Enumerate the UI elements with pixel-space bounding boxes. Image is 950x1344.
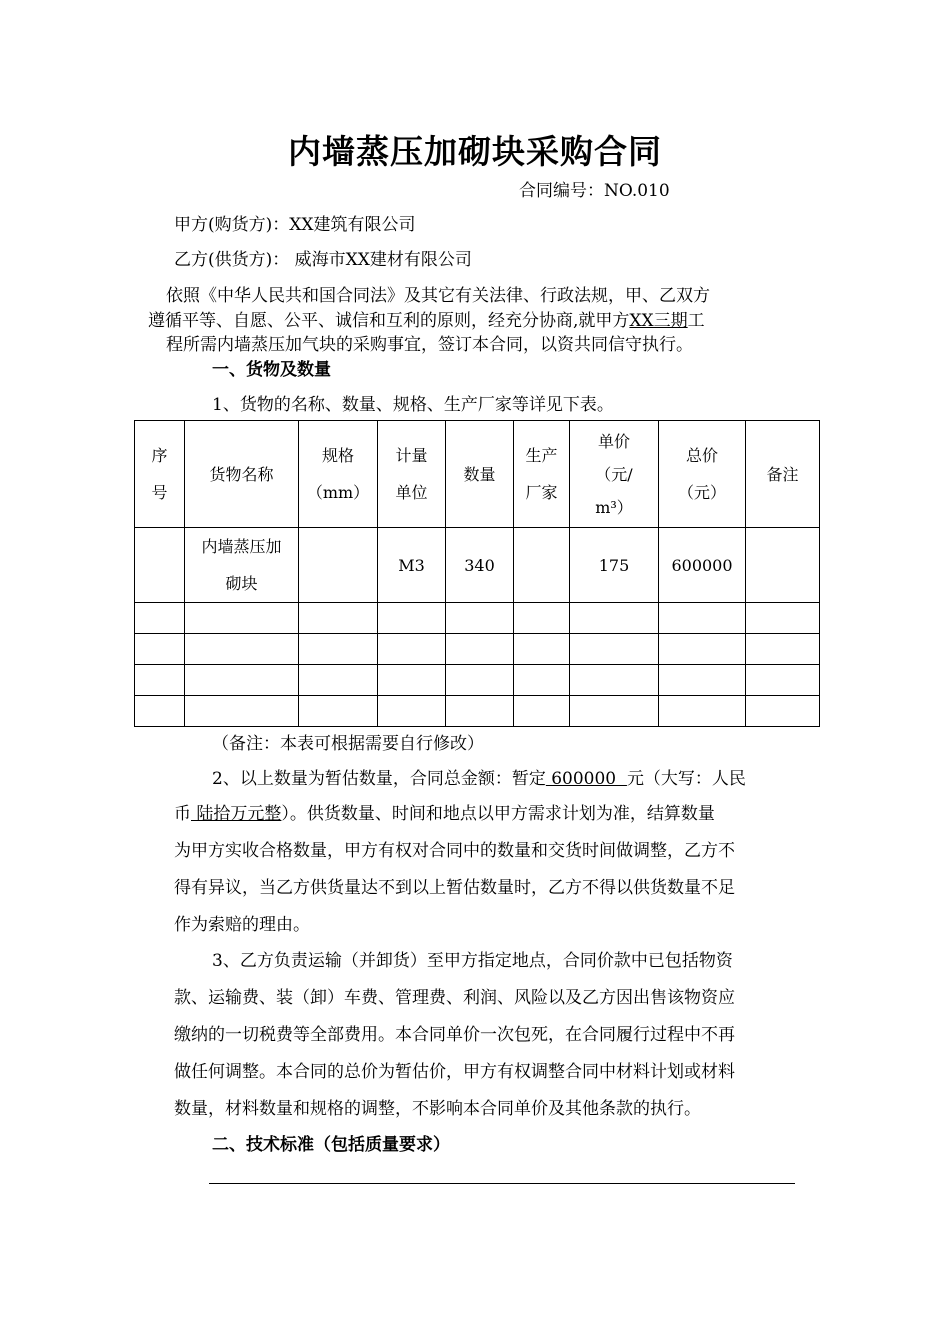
cell-qty: 340 [446, 528, 514, 603]
intro-line-2-text: 遵循平等、自愿、公平、诚信和互利的原则，经充分协商,就甲方 [148, 311, 630, 331]
item-2-text: 币 [174, 804, 191, 824]
intro-line-2 [148, 306, 705, 331]
table-row [135, 528, 820, 603]
cell-unit: M3 [378, 528, 446, 603]
section-2-heading: 二、技术标准（包括质量要求） [212, 1135, 450, 1155]
table-row-empty [135, 634, 820, 665]
table-row-empty [135, 696, 820, 727]
total-amount: 600000 [545, 769, 627, 789]
item-2-text-end: ）。供货数量、时间和地点以甲方需求计划为准，结算数量 [281, 804, 715, 824]
table-row-empty [135, 665, 820, 696]
table-note: （备注：本表可根据需要自行修改） [212, 734, 484, 754]
header-unit: 计量 单位 [378, 421, 446, 528]
item-2-text: 2、以上数量为暂估数量，合同总金额：暂定 [212, 769, 546, 789]
cell-name: 内墙蒸压加 砌块 [185, 528, 299, 603]
item-2-line-2 [174, 799, 715, 824]
item-2-line-4: 得有异议，当乙方供货量达不到以上暂估数量时，乙方不得以供货数量不足 [174, 878, 735, 898]
cell-maker [514, 528, 570, 603]
contract-title: 内墙蒸压加砌块采购合同 [288, 132, 662, 171]
header-spec: 规格 （mm） [299, 421, 378, 528]
contract-number: 合同编号：NO.010 [519, 181, 670, 201]
party-b: 乙方(供货方)： 威海市XX建材有限公司 [174, 250, 472, 270]
section-1-heading: 一、货物及数量 [212, 360, 331, 380]
cell-total: 600000 [659, 528, 746, 603]
header-total: 总价 （元） [659, 421, 746, 528]
cell-price: 175 [570, 528, 659, 603]
cell-remark [746, 528, 820, 603]
header-price: 单价 （元/ m³） [570, 421, 659, 528]
item-3-line-4: 做任何调整。本合同的总价为暂估价，甲方有权调整合同中材料计划或材料 [174, 1062, 735, 1082]
party-a: 甲方(购货方)：XX建筑有限公司 [174, 215, 416, 235]
section-1-item-1: 1、货物的名称、数量、规格、生产厂家等详见下表。 [212, 395, 614, 415]
item-2-line-3: 为甲方实收合格数量，甲方有权对合同中的数量和交货时间做调整，乙方不 [174, 841, 735, 861]
project-name: XX三期 [629, 311, 688, 331]
goods-table [134, 420, 820, 727]
item-3-line-5: 数量，材料数量和规格的调整，不影响本合同单价及其他条款的执行。 [174, 1099, 701, 1119]
item-2-line-5: 作为索赔的理由。 [174, 915, 310, 935]
table-header-row [135, 421, 820, 528]
item-3-line-2: 款、运输费、装（卸）车费、管理费、利润、风险以及乙方因出售该物资应 [174, 988, 735, 1008]
amount-in-words: 陆拾万元整 [191, 804, 282, 824]
header-remark: 备注 [746, 421, 820, 528]
item-2-text-end: 元（大写：人民 [626, 769, 746, 789]
cell-spec [299, 528, 378, 603]
header-maker: 生产 厂家 [514, 421, 570, 528]
item-2-line-1 [212, 764, 746, 789]
header-qty: 数量 [446, 421, 514, 528]
blank-fill-line [209, 1183, 795, 1184]
intro-line-1: 依照《中华人民共和国合同法》及其它有关法律、行政法规，甲、乙双方 [166, 286, 710, 306]
intro-line-3: 程所需内墙蒸压加气块的采购事宜，签订本合同，以资共同信守执行。 [166, 335, 693, 355]
cell-seq [135, 528, 185, 603]
item-3-line-1: 3、乙方负责运输（并卸货）至甲方指定地点，合同价款中已包括物资 [212, 951, 733, 971]
intro-line-2-end: 工 [687, 311, 705, 331]
table-row-empty [135, 603, 820, 634]
item-3-line-3: 缴纳的一切税费等全部费用。本合同单价一次包死，在合同履行过程中不再 [174, 1025, 735, 1045]
header-seq: 序 号 [135, 421, 185, 528]
header-name: 货物名称 [185, 421, 299, 528]
